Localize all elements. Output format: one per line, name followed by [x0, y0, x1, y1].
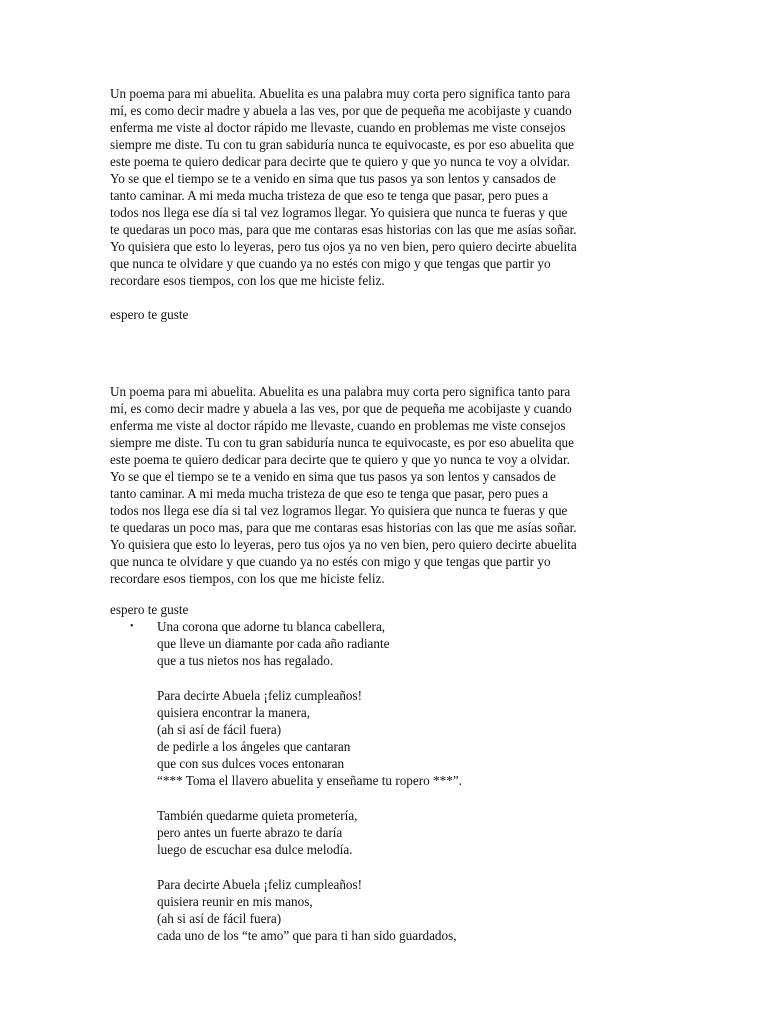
paragraph-line: todos nos llega ese día si tal vez logramos llegar. Yo quisiera que nunca te fueras y que [110, 503, 568, 518]
verse-line: que con sus dulces voces entonaran [157, 756, 345, 772]
paragraph-line: Yo se que el tiempo se te a venido en sima que tus pasos ya son lentos y cansados de [110, 171, 556, 186]
paragraph-line: mí, es como decir madre y abuela a las ves, por que de pequeña me acobijaste y cuando [110, 401, 572, 416]
verse-line: pero antes un fuerte abrazo te daría [157, 824, 343, 840]
poem-stanza [157, 618, 670, 669]
paragraph-line: siempre me diste. Tu con tu gran sabiduría nunca te equivocaste, es por eso abuelita que [110, 137, 575, 152]
verse-line: También quedarme quieta prometería, [157, 807, 358, 823]
paragraph-line: Yo quisiera que esto lo leyeras, pero tus ojos ya no ven bien, pero quiero decirte abuelita [110, 537, 577, 552]
paragraph-line: que nunca te olvidare y que cuando ya no estés con migo y que tengas que partir yo [110, 554, 551, 569]
verse-line: de pedirle a los ángeles que cantaran [157, 739, 351, 755]
verse-line: (ah si así de fácil fuera) [157, 721, 282, 737]
verse-line: Para decirte Abuela ¡feliz cumpleaños! [157, 876, 363, 892]
closing-line-1: espero te guste [110, 307, 189, 322]
poem-intro-paragraph-2 [110, 383, 670, 587]
verse-line: quisiera encontrar la manera, [157, 704, 311, 720]
closing-line-2: espero te guste [110, 602, 189, 617]
paragraph-line: este poema te quiero dedicar para decirte que te quiero y que yo nunca te voy a olvidar. [110, 452, 570, 467]
paragraph-line: enferma me viste al doctor rápido me llevaste, cuando en problemas me viste consejos [110, 418, 566, 433]
verse-line: luego de escuchar esa dulce melodía. [157, 842, 353, 858]
verse-line: (ah si así de fácil fuera) [157, 910, 282, 926]
paragraph-line: todos nos llega ese día si tal vez logramos llegar. Yo quisiera que nunca te fueras y que [110, 205, 568, 220]
paragraph-line: Yo quisiera que esto lo leyeras, pero tus ojos ya no ven bien, pero quiero decirte abuelita [110, 239, 577, 254]
poem-stanza [157, 807, 670, 858]
bullet-icon: • [130, 621, 134, 632]
paragraph-line: siempre me diste. Tu con tu gran sabiduría nunca te equivocaste, es por eso abuelita que [110, 435, 575, 450]
verse-line: Para decirte Abuela ¡feliz cumpleaños! [157, 687, 363, 703]
verse-line: cada uno de los “te amo” que para ti han sido guardados, [157, 927, 457, 943]
verse-line: Una corona que adorne tu blanca cabellera, [157, 619, 386, 634]
paragraph-line: tanto caminar. A mi meda mucha tristeza de que eso te tenga que pasar, pero pues a [110, 486, 549, 501]
paragraph-line: enferma me viste al doctor rápido me llevaste, cuando en problemas me viste consejos [110, 120, 566, 135]
paragraph-line: que nunca te olvidare y que cuando ya no estés con migo y que tengas que partir yo [110, 256, 551, 271]
verse-line: que a tus nietos nos has regalado. [157, 653, 334, 669]
paragraph-line: este poema te quiero dedicar para decirte que te quiero y que yo nunca te voy a olvidar. [110, 154, 570, 169]
verse-line: “*** Toma el llavero abuelita y enseñame tu ropero ***”. [157, 773, 462, 789]
paragraph-line: te quedaras un poco mas, para que me contaras esas historias con las que me asías soñar. [110, 222, 577, 237]
paragraph-line: recordare esos tiempos, con los que me hiciste feliz. [110, 571, 385, 586]
paragraph-line: Un poema para mi abuelita. Abuelita es una palabra muy corta pero significa tanto para [110, 384, 571, 399]
paragraph-line: mí, es como decir madre y abuela a las ves, por que de pequeña me acobijaste y cuando [110, 103, 572, 118]
paragraph-line: Un poema para mi abuelita. Abuelita es una palabra muy corta pero significa tanto para [110, 86, 571, 101]
paragraph-line: tanto caminar. A mi meda mucha tristeza de que eso te tenga que pasar, pero pues a [110, 188, 549, 203]
poem-intro-paragraph-1 [110, 85, 670, 289]
poem-list-item [110, 618, 670, 962]
paragraph-line: Yo se que el tiempo se te a venido en sima que tus pasos ya son lentos y cansados de [110, 469, 556, 484]
poem-stanza [157, 687, 670, 790]
paragraph-line: recordare esos tiempos, con los que me hiciste feliz. [110, 273, 385, 288]
paragraph-line: te quedaras un poco mas, para que me contaras esas historias con las que me asías soñar. [110, 520, 577, 535]
poem-stanza [157, 876, 670, 944]
verse-line: quisiera reunir en mis manos, [157, 893, 313, 909]
verse-line: que lleve un diamante por cada año radiante [157, 636, 390, 652]
